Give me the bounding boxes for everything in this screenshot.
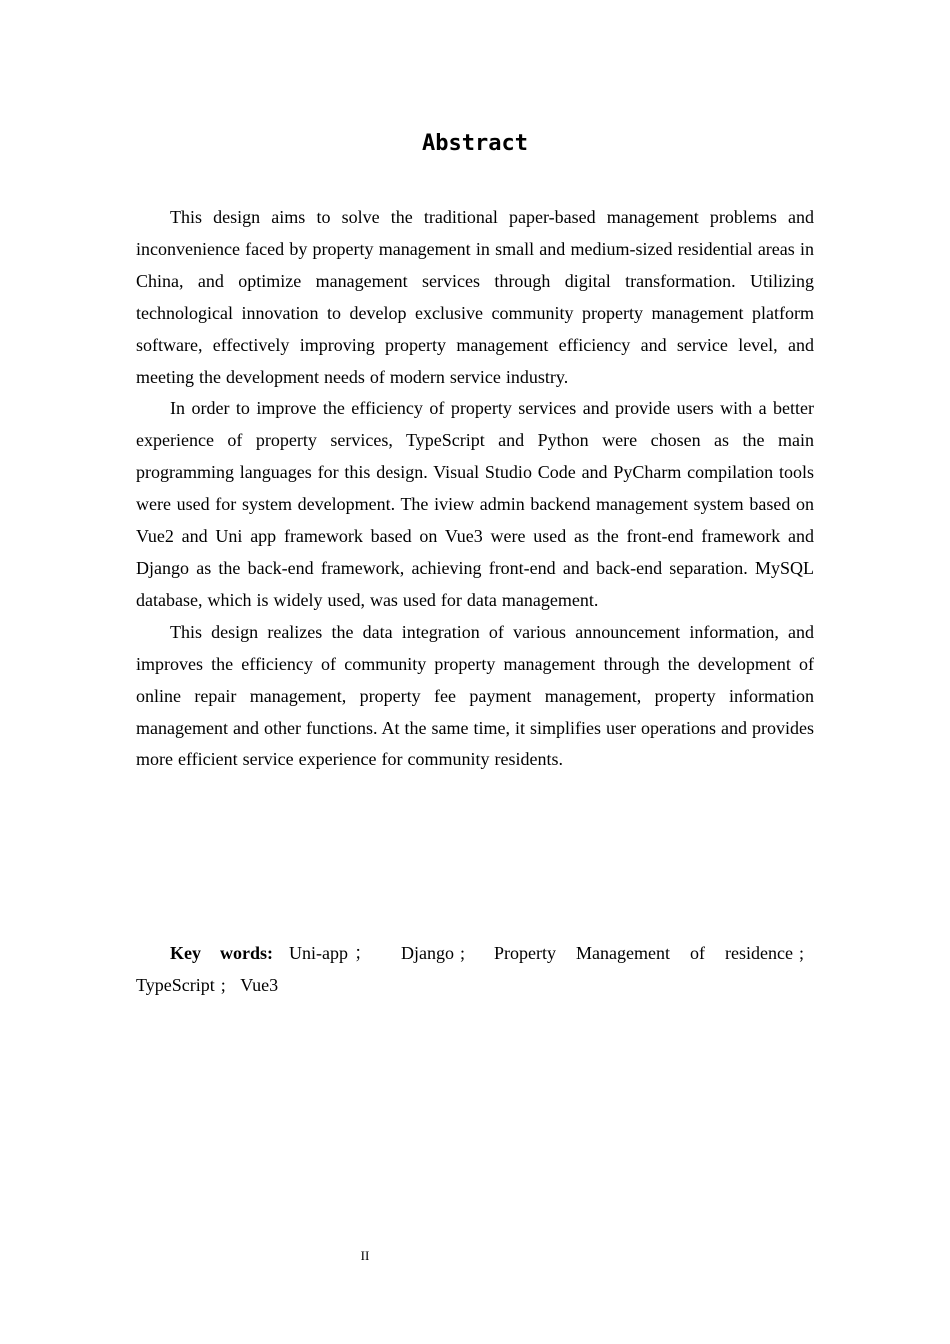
keyword-separator: ； bbox=[354, 943, 372, 963]
keywords-line bbox=[136, 937, 814, 1001]
keyword: Property Management of residence bbox=[494, 943, 793, 963]
abstract-title: Abstract bbox=[422, 131, 528, 156]
keyword-separator: ; bbox=[460, 943, 466, 963]
abstract-paragraph: In order to improve the efficiency of property services and provide users with a better experience of property services, TypeScript and Python were chosen as the main programming languages for this design. Visual Studio Code and PyCharm compilation tools were used for system development. The iview admin backend management system based on Vue2 and Uni app framework based on Vue3 were used as the front-end framework and Django as the back-end framework, achieving front-end and back-end separation. MySQL database, which is widely used, was used for data management. bbox=[136, 398, 814, 610]
abstract-paragraph: This design realizes the data integration of various announcement information, and improves the efficiency of community property management through the development of online repair management, property fee payment management, property information management and other functions. At the same time, it simplifies user operations and provides more efficient service experience for community residents. bbox=[136, 621, 814, 770]
keyword: Uni-app bbox=[289, 943, 348, 963]
keyword-separator: ; bbox=[799, 943, 805, 963]
keyword: Django bbox=[401, 943, 455, 963]
keyword: TypeScript bbox=[136, 975, 215, 995]
abstract-paragraph: This design aims to solve the traditional paper-based management problems and inconvenience faced by property management in small and medium-sized residential areas in China, and optimize management services through digital transformation. Utilizing technological innovation to develop exclusive community property management platform software, effectively improving property management efficiency and service level, and meeting the development needs of modern service industry. bbox=[136, 207, 814, 387]
keyword: Vue3 bbox=[240, 975, 279, 995]
abstract-body bbox=[136, 202, 814, 776]
keywords-label: Key words: bbox=[170, 943, 274, 963]
page-number: II bbox=[360, 1248, 370, 1263]
keyword-separator: ; bbox=[220, 975, 226, 995]
